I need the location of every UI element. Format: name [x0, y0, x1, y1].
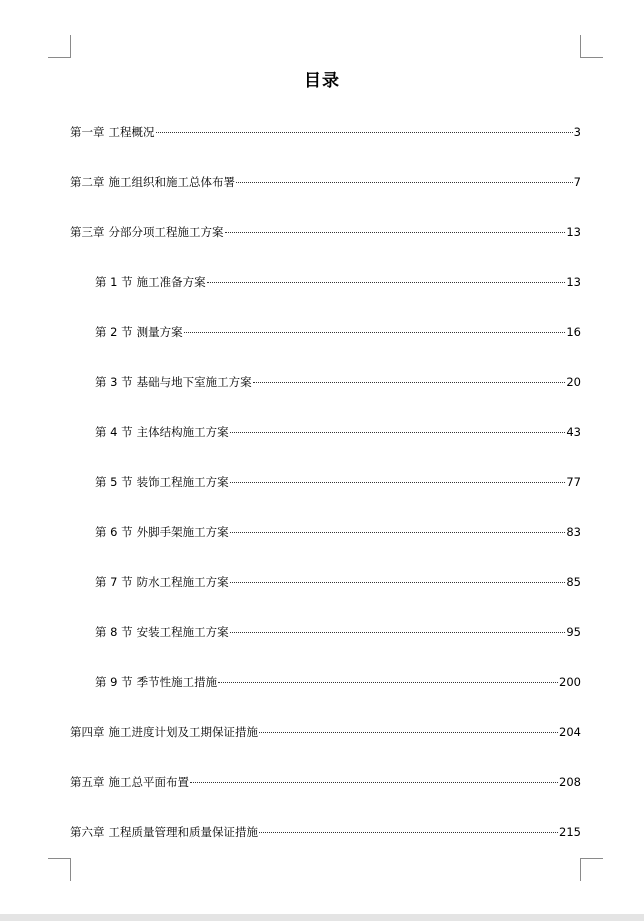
toc-entry-title: 施工总平面布置	[108, 775, 189, 789]
toc-entry[interactable]	[70, 371, 581, 421]
toc-entry-title: 季节性施工措施	[136, 675, 218, 689]
toc-dot-leader	[236, 182, 573, 183]
toc-entry-number: 第 8 节	[95, 625, 133, 639]
toc-dot-leader	[230, 582, 566, 583]
toc-entry-page-number: 20	[566, 375, 581, 389]
toc-dot-leader	[230, 482, 566, 483]
toc-dot-leader	[253, 382, 566, 383]
toc-entry[interactable]	[70, 121, 581, 171]
toc-entry[interactable]	[70, 521, 581, 571]
crop-mark-bottom-right	[580, 858, 603, 881]
crop-mark-bottom-left	[48, 858, 71, 881]
toc-entry-page-number: 77	[566, 475, 581, 489]
toc-entry-title: 防水工程施工方案	[136, 575, 229, 589]
toc-entry-title: 主体结构施工方案	[136, 425, 229, 439]
toc-entry-page-number: 83	[566, 525, 581, 539]
toc-dot-leader	[230, 432, 566, 433]
crop-mark-top-left	[48, 35, 71, 58]
crop-mark-top-right	[580, 35, 603, 58]
toc-entry-title: 施工组织和施工总体布署	[108, 175, 235, 189]
toc-entry-number: 第四章	[70, 725, 105, 739]
toc-entry-page-number: 7	[573, 175, 581, 189]
toc-entry-number: 第六章	[70, 825, 105, 839]
toc-entry-page-number: 3	[573, 125, 581, 139]
toc-entry-page-number: 204	[559, 725, 581, 739]
toc-entry-number: 第 3 节	[95, 375, 133, 389]
toc-entry-page-number: 43	[566, 425, 581, 439]
toc-entry-number: 第 6 节	[95, 525, 133, 539]
toc-entry-number: 第一章	[70, 125, 105, 139]
toc-entry[interactable]	[70, 671, 581, 721]
toc-dot-leader	[184, 332, 566, 333]
toc-dot-leader	[225, 232, 566, 233]
toc-entry-number: 第 9 节	[95, 675, 133, 689]
toc-dot-leader	[207, 282, 566, 283]
toc-dot-leader	[190, 782, 558, 783]
window-bottom-bar	[0, 914, 644, 921]
toc-entry-number: 第 7 节	[95, 575, 133, 589]
toc-entry-title: 安装工程施工方案	[136, 625, 229, 639]
toc-entry-number: 第二章	[70, 175, 105, 189]
toc-dot-leader	[230, 632, 566, 633]
toc-entry-title: 外脚手架施工方案	[136, 525, 229, 539]
toc-entry[interactable]	[70, 221, 581, 271]
toc-dot-leader	[230, 532, 566, 533]
toc-entry[interactable]	[70, 571, 581, 621]
toc-entry-page-number: 16	[566, 325, 581, 339]
toc-entry[interactable]	[70, 621, 581, 671]
toc-title: 目录	[304, 71, 340, 91]
toc-entry[interactable]	[70, 171, 581, 221]
toc-entry-title: 基础与地下室施工方案	[136, 375, 252, 389]
toc-entry[interactable]	[70, 421, 581, 471]
toc-entry[interactable]	[70, 771, 581, 821]
toc-dot-leader	[156, 132, 573, 133]
toc-dot-leader	[259, 832, 558, 833]
toc-entry-title: 施工进度计划及工期保证措施	[108, 725, 258, 739]
toc-entry[interactable]	[70, 821, 581, 871]
toc-entry-number: 第 2 节	[95, 325, 133, 339]
toc-entry-title: 测量方案	[136, 325, 183, 339]
toc-entry-page-number: 215	[559, 825, 581, 839]
toc-entry-number: 第 5 节	[95, 475, 133, 489]
toc-entry[interactable]	[70, 321, 581, 371]
toc-entry-title: 施工准备方案	[136, 275, 206, 289]
toc-entry-page-number: 200	[559, 675, 581, 689]
toc-dot-leader	[259, 732, 558, 733]
toc-entry-title: 分部分项工程施工方案	[108, 225, 224, 239]
toc-entry-title: 工程质量管理和质量保证措施	[108, 825, 258, 839]
toc-entry-title: 装饰工程施工方案	[136, 475, 229, 489]
toc-entry-page-number: 95	[566, 625, 581, 639]
toc-entry-page-number: 13	[566, 225, 581, 239]
toc-entry-page-number: 85	[566, 575, 581, 589]
toc-entry[interactable]	[70, 271, 581, 321]
toc-entry[interactable]	[70, 721, 581, 771]
toc-list	[70, 121, 581, 871]
toc-dot-leader	[218, 682, 558, 683]
toc-entry[interactable]	[70, 471, 581, 521]
toc-entry-number: 第 1 节	[95, 275, 133, 289]
toc-entry-number: 第五章	[70, 775, 105, 789]
toc-entry-number: 第三章	[70, 225, 105, 239]
toc-entry-page-number: 208	[559, 775, 581, 789]
toc-entry-number: 第 4 节	[95, 425, 133, 439]
toc-entry-title: 工程概况	[108, 125, 155, 139]
toc-entry-page-number: 13	[566, 275, 581, 289]
